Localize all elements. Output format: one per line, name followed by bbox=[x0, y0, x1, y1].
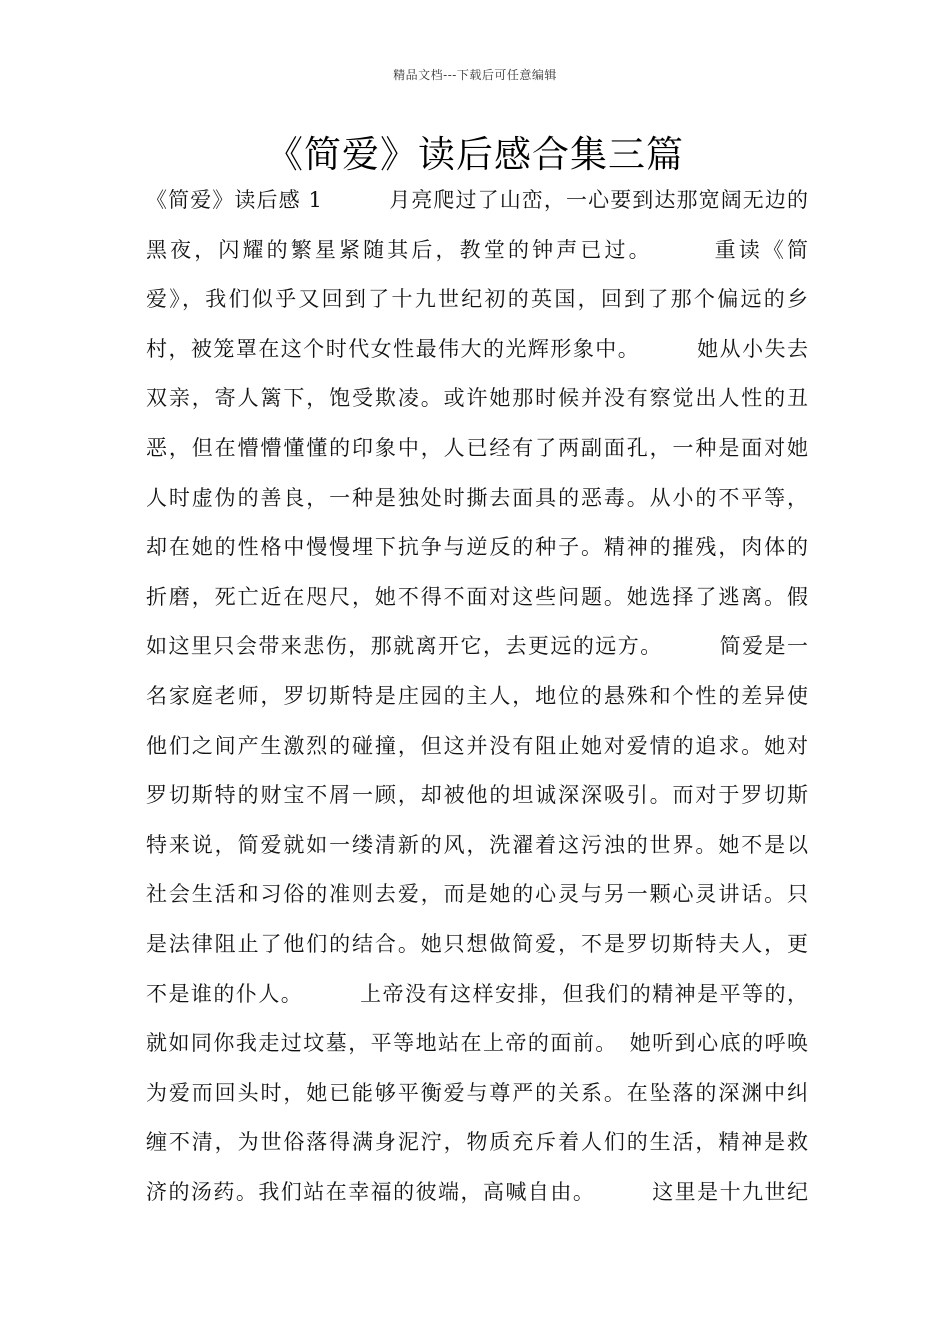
body-line: 缠不清，为世俗落得满身泥泞，物质充斥着人们的生活，精神是救 bbox=[146, 1130, 808, 1155]
body-line: 如这里只会带来悲伤，那就离开它，去更远的远方。 简爱是一 bbox=[146, 634, 808, 659]
body-line: 就如同你我走过坟墓，平等地站在上帝的面前。 她听到心底的呼唤 bbox=[146, 1031, 808, 1056]
body-line: 他们之间产生激烈的碰撞，但这并没有阻止她对爱情的追求。她对 bbox=[146, 733, 808, 758]
body-line: 折磨，死亡近在咫尺，她不得不面对这些问题。她选择了逃离。假 bbox=[146, 584, 808, 609]
body-line: 不是谁的仆人。 上帝没有这样安排，但我们的精神是平等的， bbox=[146, 981, 808, 1006]
document-title: 《简爱》读后感合集三篇 bbox=[266, 133, 684, 176]
body-line: 人时虚伪的善良，一种是独处时撕去面具的恶毒。从小的不平等， bbox=[146, 485, 808, 510]
body-line: 名家庭老师，罗切斯特是庄园的主人，地位的悬殊和个性的差异使 bbox=[146, 683, 808, 708]
page-header-note: 精品文档---下载后可任意编辑 bbox=[393, 68, 557, 82]
body-line: 《简爱》读后感 1 月亮爬过了山峦，一心要到达那宽阔无边的 bbox=[146, 188, 808, 212]
body-line: 黑夜，闪耀的繁星紧随其后，教堂的钟声已过。 重读《简 bbox=[146, 237, 808, 262]
body-line: 济的汤药。我们站在幸福的彼端，高喊自由。 这里是十九世纪 bbox=[146, 1179, 808, 1204]
body-line: 罗切斯特的财宝不屑一顾，却被他的坦诚深深吸引。而对于罗切斯 bbox=[146, 783, 808, 808]
body-line: 恶，但在懵懵懂懂的印象中，人已经有了两副面孔，一种是面对她 bbox=[146, 435, 808, 460]
body-line: 为爱而回头时，她已能够平衡爱与尊严的关系。在坠落的深渊中纠 bbox=[146, 1080, 808, 1105]
body-line: 爱》，我们似乎又回到了十九世纪初的英国，回到了那个偏远的乡 bbox=[146, 287, 808, 312]
body-line: 却在她的性格中慢慢埋下抗争与逆反的种子。精神的摧残，肉体的 bbox=[146, 535, 808, 560]
body-line: 村，被笼罩在这个时代女性最伟大的光辉形象中。 她从小失去 bbox=[146, 336, 808, 361]
document-body bbox=[146, 186, 808, 1227]
body-line: 特来说，简爱就如一缕清新的风，洗濯着这污浊的世界。她不是以 bbox=[146, 832, 808, 857]
body-line: 是法律阻止了他们的结合。她只想做简爱，不是罗切斯特夫人，更 bbox=[146, 931, 808, 956]
body-line: 社会生活和习俗的准则去爱，而是她的心灵与另一颗心灵讲话。只 bbox=[146, 882, 808, 907]
body-line: 双亲，寄人篱下，饱受欺凌。或许她那时候并没有察觉出人性的丑 bbox=[146, 386, 808, 411]
